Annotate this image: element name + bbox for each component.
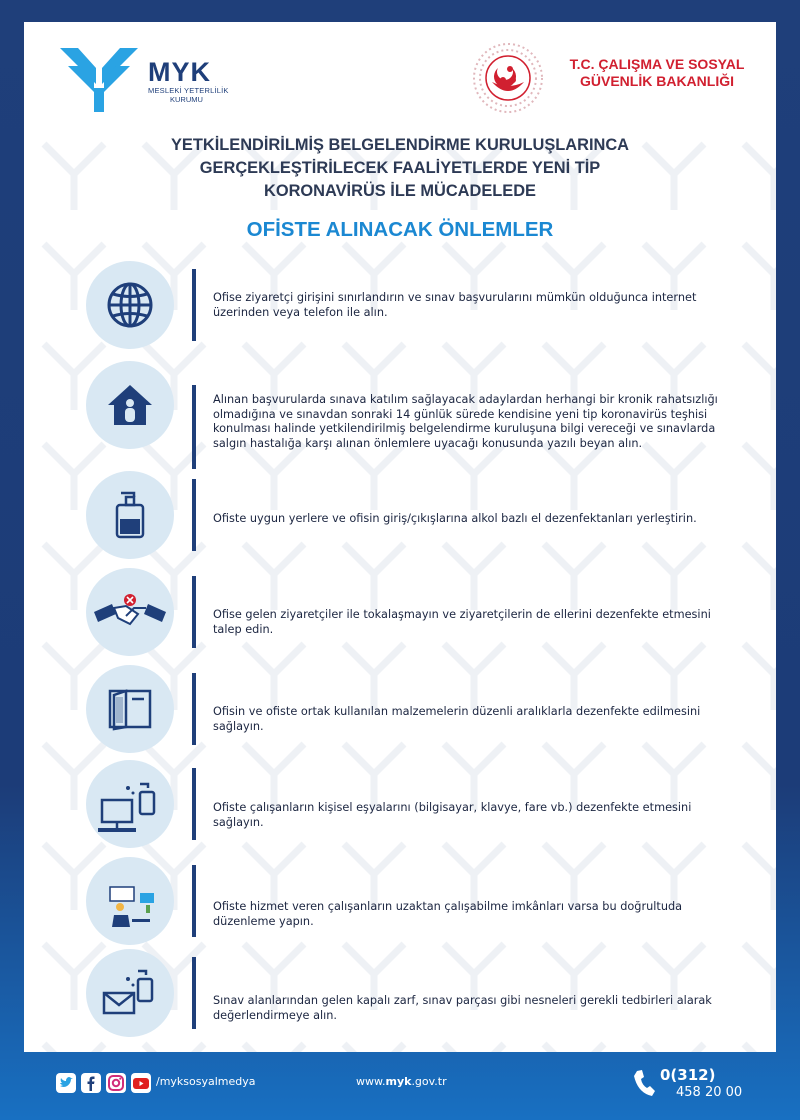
item-text: Ofise ziyaretçi girişini sınırlandırın ve sınav başvurularını mümkün olduğunca internet üzerinden veya telefon ile alın. <box>213 291 697 319</box>
social-handle[interactable]: /myksosyalmedya <box>156 1075 256 1088</box>
remote-work-icon <box>86 857 174 945</box>
divider-bar <box>192 768 196 840</box>
divider-bar <box>192 269 196 341</box>
title-line3: KORONAVİRÜS İLE MÜCADELEDE <box>264 182 536 200</box>
item-text: Ofisin ve ofiste ortak kullanılan malzemelerin düzenli aralıklarla dezenfekte edilmesini sağlayın. <box>213 705 701 733</box>
icon-circle <box>86 760 174 848</box>
divider-bar <box>192 957 196 1029</box>
divider-bar <box>192 673 196 745</box>
poster-sheet <box>24 22 776 1052</box>
home-person-icon <box>86 361 174 449</box>
item-text: Ofiste hizmet veren çalışanların uzaktan çalışabilme imkânları varsa bu doğrultuda düzenleme yapın. <box>213 900 683 928</box>
footer <box>0 1058 800 1118</box>
item-text: Ofise gelen ziyaretçiler ile tokalaşmayın ve ziyaretçilerin de ellerini dezenfekte etmesini talep edin. <box>213 608 711 636</box>
icon-circle <box>86 361 174 449</box>
list-item <box>86 361 736 449</box>
youtube-icon[interactable] <box>131 1073 151 1093</box>
list-item <box>86 949 736 1037</box>
icon-circle <box>86 261 174 349</box>
phone-number[interactable]: 458 20 00 <box>676 1085 743 1100</box>
no-handshake-icon <box>86 568 174 656</box>
phone-icon <box>632 1068 656 1098</box>
list-item <box>86 568 736 656</box>
phone-area-code: 0(312) <box>660 1066 716 1084</box>
ministry-name <box>544 56 770 90</box>
item-text: Ofiste uygun yerlere ve ofisin giriş/çıkışlarına alkol bazlı el dezenfektanları yerleştirin. <box>213 512 697 525</box>
org-name: MYK <box>148 57 211 87</box>
social-links <box>56 1072 151 1094</box>
divider-bar <box>192 576 196 648</box>
title-line1: YETKİLENDİRİLMİŞ BELGELENDİRME KURULUŞLARINCA <box>170 136 630 154</box>
instagram-icon[interactable] <box>106 1073 126 1093</box>
myk-wordmark <box>148 58 229 104</box>
facebook-icon[interactable] <box>81 1073 101 1093</box>
org-sub-line2: KURUMU <box>170 95 203 104</box>
section-title: OFİSTE ALINACAK ÖNLEMLER <box>246 218 554 241</box>
icon-circle <box>86 471 174 559</box>
icon-circle <box>86 949 174 1037</box>
website-suffix: .gov.tr <box>411 1075 447 1088</box>
icon-circle <box>86 857 174 945</box>
item-text: Sınav alanlarından gelen kapalı zarf, sınav parçası gibi nesneleri gerekli tedbirleri alarak değerlendirmeye alın. <box>213 994 712 1022</box>
ministry-line2: GÜVENLİK BAKANLIĞI <box>580 73 734 89</box>
website-bold: myk <box>385 1075 412 1088</box>
icon-circle <box>86 665 174 753</box>
sanitizer-icon <box>86 471 174 559</box>
page-title <box>64 134 736 203</box>
list-item <box>86 857 736 945</box>
envelope-sanitizer-icon <box>86 949 174 1037</box>
icon-circle <box>86 568 174 656</box>
item-text: Ofiste çalışanların kişisel eşyalarını (bilgisayar, klavye, fare vb.) dezenfekte etmesini sağlayın. <box>213 801 692 829</box>
website-link[interactable] <box>356 1075 447 1088</box>
computer-sanitizer-icon <box>86 760 174 848</box>
list-item <box>86 471 736 559</box>
window-icon <box>86 665 174 753</box>
org-sub-line1: MESLEKİ YETERLİLİK <box>148 86 229 95</box>
divider-bar <box>192 385 196 469</box>
globe-icon <box>86 261 174 349</box>
list-item <box>86 760 736 848</box>
divider-bar <box>192 479 196 551</box>
title-line2: GERÇEKLEŞTİRİLECEK FAALİYETLERDE YENİ TİP <box>199 159 601 177</box>
list-item <box>86 261 736 349</box>
divider-bar <box>192 865 196 937</box>
ministry-line1: T.C. ÇALIŞMA VE SOSYAL <box>569 56 745 72</box>
twitter-icon[interactable] <box>56 1073 76 1093</box>
list-item <box>86 665 736 753</box>
website-prefix: www. <box>356 1075 386 1088</box>
item-text: Alınan başvurularda sınava katılım sağlayacak adaylardan herhangi bir kronik rahatsızlığı olmadığına ve sınavdan sonraki 14 günlük sürede kendisine yeni tip koronavirüs teşhisi konulması halinde yetkilendirilmiş belgelendirme kuruluşuna bilgi vereceği ve sınavlarda salgın hastalığa karşı alınan önlemlere uyacağı konusunda yazılı beyan alın. <box>213 393 718 450</box>
